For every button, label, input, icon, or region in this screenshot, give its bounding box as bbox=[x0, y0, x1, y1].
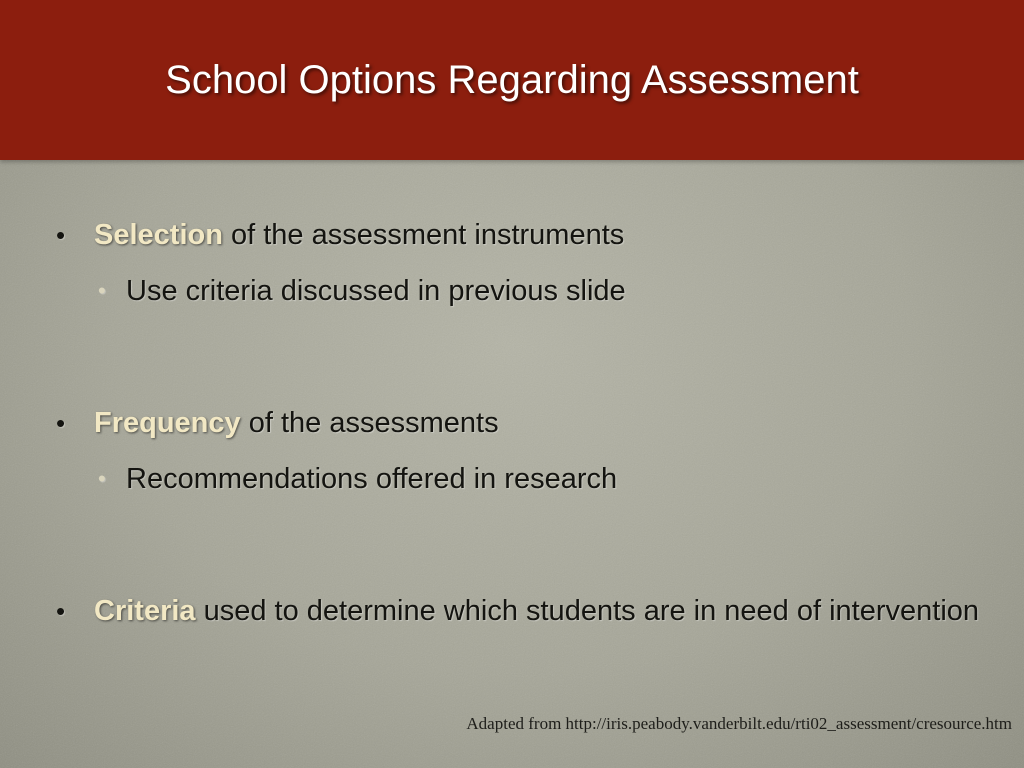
bullet-text: used to determine which students are in need of intervention bbox=[195, 595, 980, 627]
bullet-text: of the assessment instruments bbox=[222, 219, 625, 251]
sub-bullet-item bbox=[56, 456, 986, 502]
title-bar bbox=[0, 0, 1024, 160]
sub-bullet-icon: • bbox=[98, 278, 106, 303]
sub-bullet-text: Use criteria discussed in previous slide bbox=[126, 275, 626, 307]
bullet-icon: • bbox=[56, 408, 66, 438]
bullet-keyword: Criteria bbox=[94, 595, 196, 627]
source-citation: Adapted from http://iris.peabody.vanderbilt.edu/rti02_assessment/cresource.htm bbox=[466, 714, 1012, 733]
bullet-text: of the assessments bbox=[240, 407, 499, 439]
sub-bullet-icon: • bbox=[98, 466, 106, 491]
bullet-item-frequency bbox=[56, 400, 986, 446]
bullet-keyword: Frequency bbox=[94, 407, 241, 439]
bullet-icon: • bbox=[56, 220, 66, 250]
slide-title: School Options Regarding Assessment bbox=[165, 58, 859, 102]
bullet-list bbox=[56, 212, 986, 634]
sub-bullet-item bbox=[56, 268, 986, 314]
bullet-item-criteria bbox=[56, 588, 986, 634]
bullet-keyword: Selection bbox=[94, 219, 223, 251]
bullet-item-selection bbox=[56, 212, 986, 258]
sub-bullet-text: Recommendations offered in research bbox=[126, 463, 618, 495]
bullet-icon: • bbox=[56, 596, 66, 626]
